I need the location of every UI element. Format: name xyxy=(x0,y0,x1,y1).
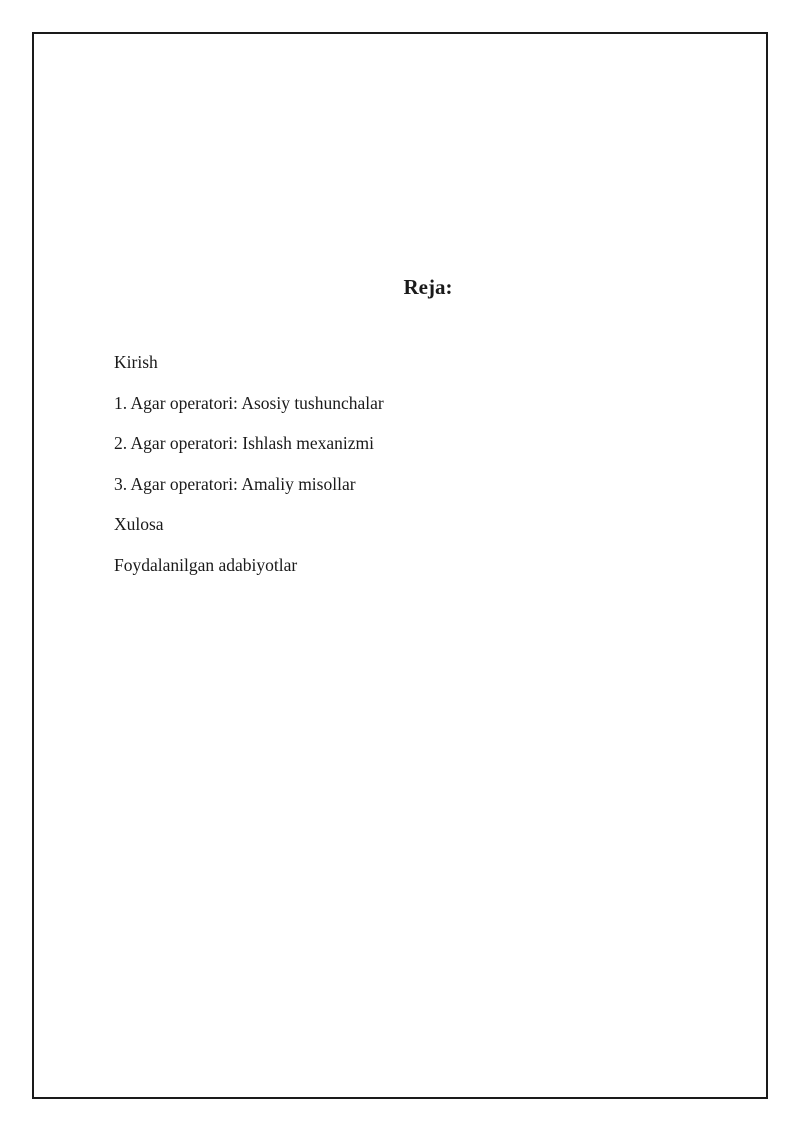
page-title: Reja: xyxy=(403,275,453,299)
plan-item-3: 3. Agar operatori: Amaliy misollar xyxy=(114,473,356,494)
plan-list xyxy=(114,350,384,594)
plan-item-adabiyotlar: Foydalanilgan adabiyotlar xyxy=(114,554,298,575)
plan-item-2: 2. Agar operatori: Ishlash mexanizmi xyxy=(114,433,374,454)
plan-item-xulosa: Xulosa xyxy=(114,514,164,535)
plan-item-kirish: Kirish xyxy=(114,352,158,372)
plan-item-1: 1. Agar operatori: Asosiy tushunchalar xyxy=(114,392,384,413)
